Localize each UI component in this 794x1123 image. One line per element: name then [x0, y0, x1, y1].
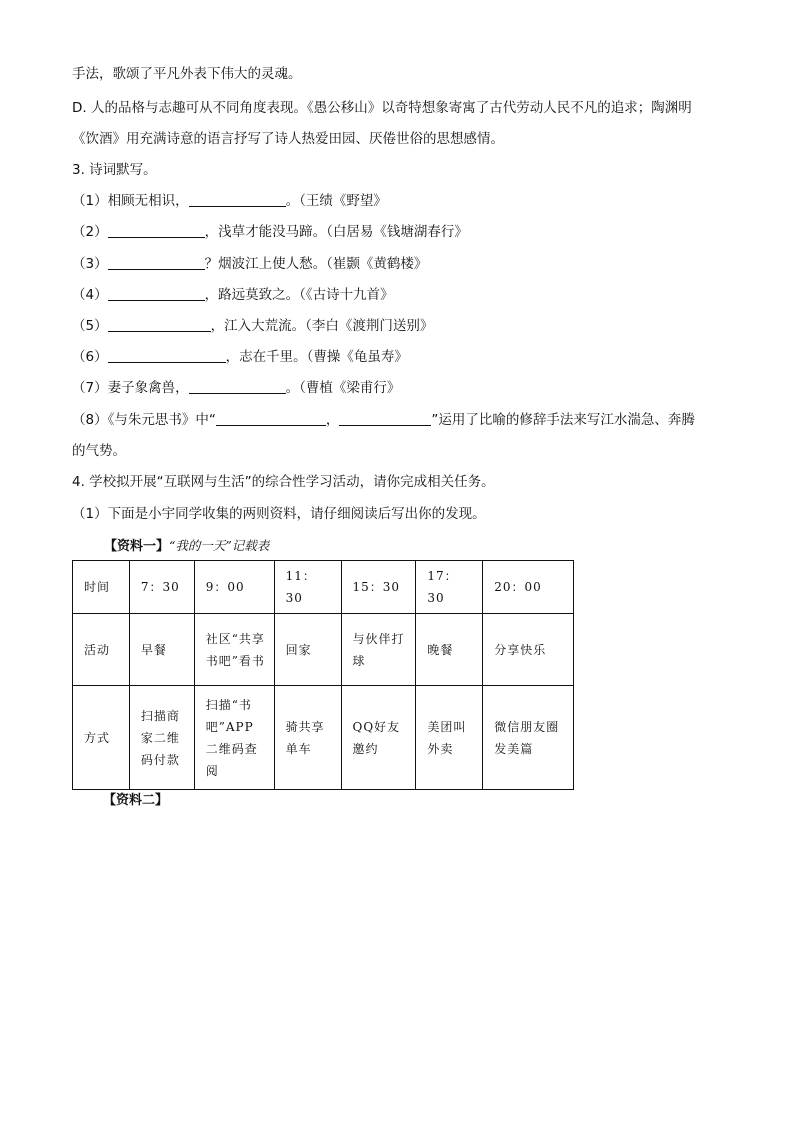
table-cell: 17：30 [416, 561, 483, 614]
poem-item-3 [72, 254, 427, 274]
material-2-label: 【资料二】 [103, 793, 169, 808]
table-cell: 7：30 [129, 561, 194, 614]
poem-source: 。（王绩《野望》 [285, 193, 387, 209]
table-cell: 骑共享单车 [274, 686, 341, 790]
table-cell: 早餐 [129, 614, 194, 686]
material-1-title: “我的一天”记载表 [169, 538, 270, 553]
text-line: 《饮酒》用充满诗意的语言抒写了诗人热爱田园、厌倦世俗的思想感情。 [72, 131, 504, 147]
poem-text: （5） [72, 318, 108, 334]
question-4-part-1: （1）下面是小宇同学收集的两则资料，请仔细阅读后写出你的发现。 [72, 506, 486, 522]
table-row-time [73, 561, 574, 614]
answer-blank[interactable] [108, 223, 205, 238]
table-cell: 15：30 [341, 561, 416, 614]
table-cell: 9：00 [194, 561, 274, 614]
poem-text: （1）相顾无相识， [72, 193, 189, 209]
answer-blank[interactable] [108, 286, 205, 301]
poem-source: 。（曹植《梁甫行》 [285, 380, 401, 396]
poem-source: ？烟波江上使人愁。（崔颢《黄鹤楼》 [204, 256, 428, 272]
poem-text: （6） [72, 349, 108, 365]
poem-source: ，路远莫致之。（《古诗十九首》 [204, 287, 394, 303]
answer-blank[interactable] [108, 255, 205, 270]
table-cell: 微信朋友圈发美篇 [483, 686, 574, 790]
answer-blank[interactable] [339, 411, 431, 426]
question-4-heading: 4. 学校拟开展“互联网与生活”的综合性学习活动，请你完成相关任务。 [72, 474, 495, 490]
text-line: 的气势。 [72, 443, 126, 459]
material-1-caption [104, 535, 269, 554]
table-cell: 美团叫外卖 [416, 686, 483, 790]
poem-item-1 [72, 191, 387, 211]
table-cell: QQ好友邀约 [341, 686, 416, 790]
answer-blank[interactable] [189, 192, 286, 207]
answer-blank[interactable] [108, 317, 211, 332]
table-cell: 社区“共享书吧”看书 [194, 614, 274, 686]
table-cell: 晚餐 [416, 614, 483, 686]
table-header-cell: 活动 [73, 614, 130, 686]
table-cell: 扫描商家二维码付款 [129, 686, 194, 790]
poem-item-6 [72, 347, 408, 367]
table-row-activity [73, 614, 574, 686]
poem-source: ，浅草才能没马蹄。（白居易《钱塘湖春行》 [204, 224, 468, 240]
poem-text: （7）妻子象禽兽， [72, 380, 189, 396]
poem-item-7 [72, 378, 400, 398]
text-line: 手法，歌颂了平凡外表下伟大的灵魂。 [72, 66, 302, 82]
table-header-cell: 时间 [73, 561, 130, 614]
poem-source: ，江入大荒流。（李白《渡荆门送别》 [210, 318, 434, 334]
poem-text: （8）《与朱元思书》中“ [72, 412, 216, 428]
option-d-line: D. 人的品格与志趣可从不同角度表现。《愚公移山》以奇特想象寄寓了古代劳动人民不凡的追求；陶渊明 [72, 100, 692, 116]
table-cell: 分享快乐 [483, 614, 574, 686]
question-3-heading: 3. 诗词默写。 [72, 162, 157, 178]
poem-text: （4） [72, 287, 108, 303]
poem-item-2 [72, 222, 468, 242]
answer-blank[interactable] [189, 379, 286, 394]
table-cell: 扫描“书吧”APP二维码查阅 [194, 686, 274, 790]
poem-text: （2） [72, 224, 108, 240]
table-cell: 与伙伴打球 [341, 614, 416, 686]
poem-item-8 [72, 410, 695, 430]
answer-blank[interactable] [216, 411, 326, 426]
poem-text: ， [325, 412, 340, 428]
poem-text: ”运用了比喻的修辞手法来写江水湍急、奔腾 [431, 412, 695, 428]
daily-record-table [72, 560, 574, 790]
poem-item-5 [72, 316, 433, 336]
table-row-method [73, 686, 574, 790]
table-header-cell: 方式 [73, 686, 130, 790]
table-cell: 20：00 [483, 561, 574, 614]
table-cell: 11：30 [274, 561, 341, 614]
poem-source: ，志在千里。（曹操《龟虽寿》 [225, 349, 408, 365]
poem-item-4 [72, 285, 394, 305]
table-cell: 回家 [274, 614, 341, 686]
material-1-label: 【资料一】 [104, 539, 170, 554]
poem-text: （3） [72, 256, 108, 272]
answer-blank[interactable] [108, 348, 226, 363]
